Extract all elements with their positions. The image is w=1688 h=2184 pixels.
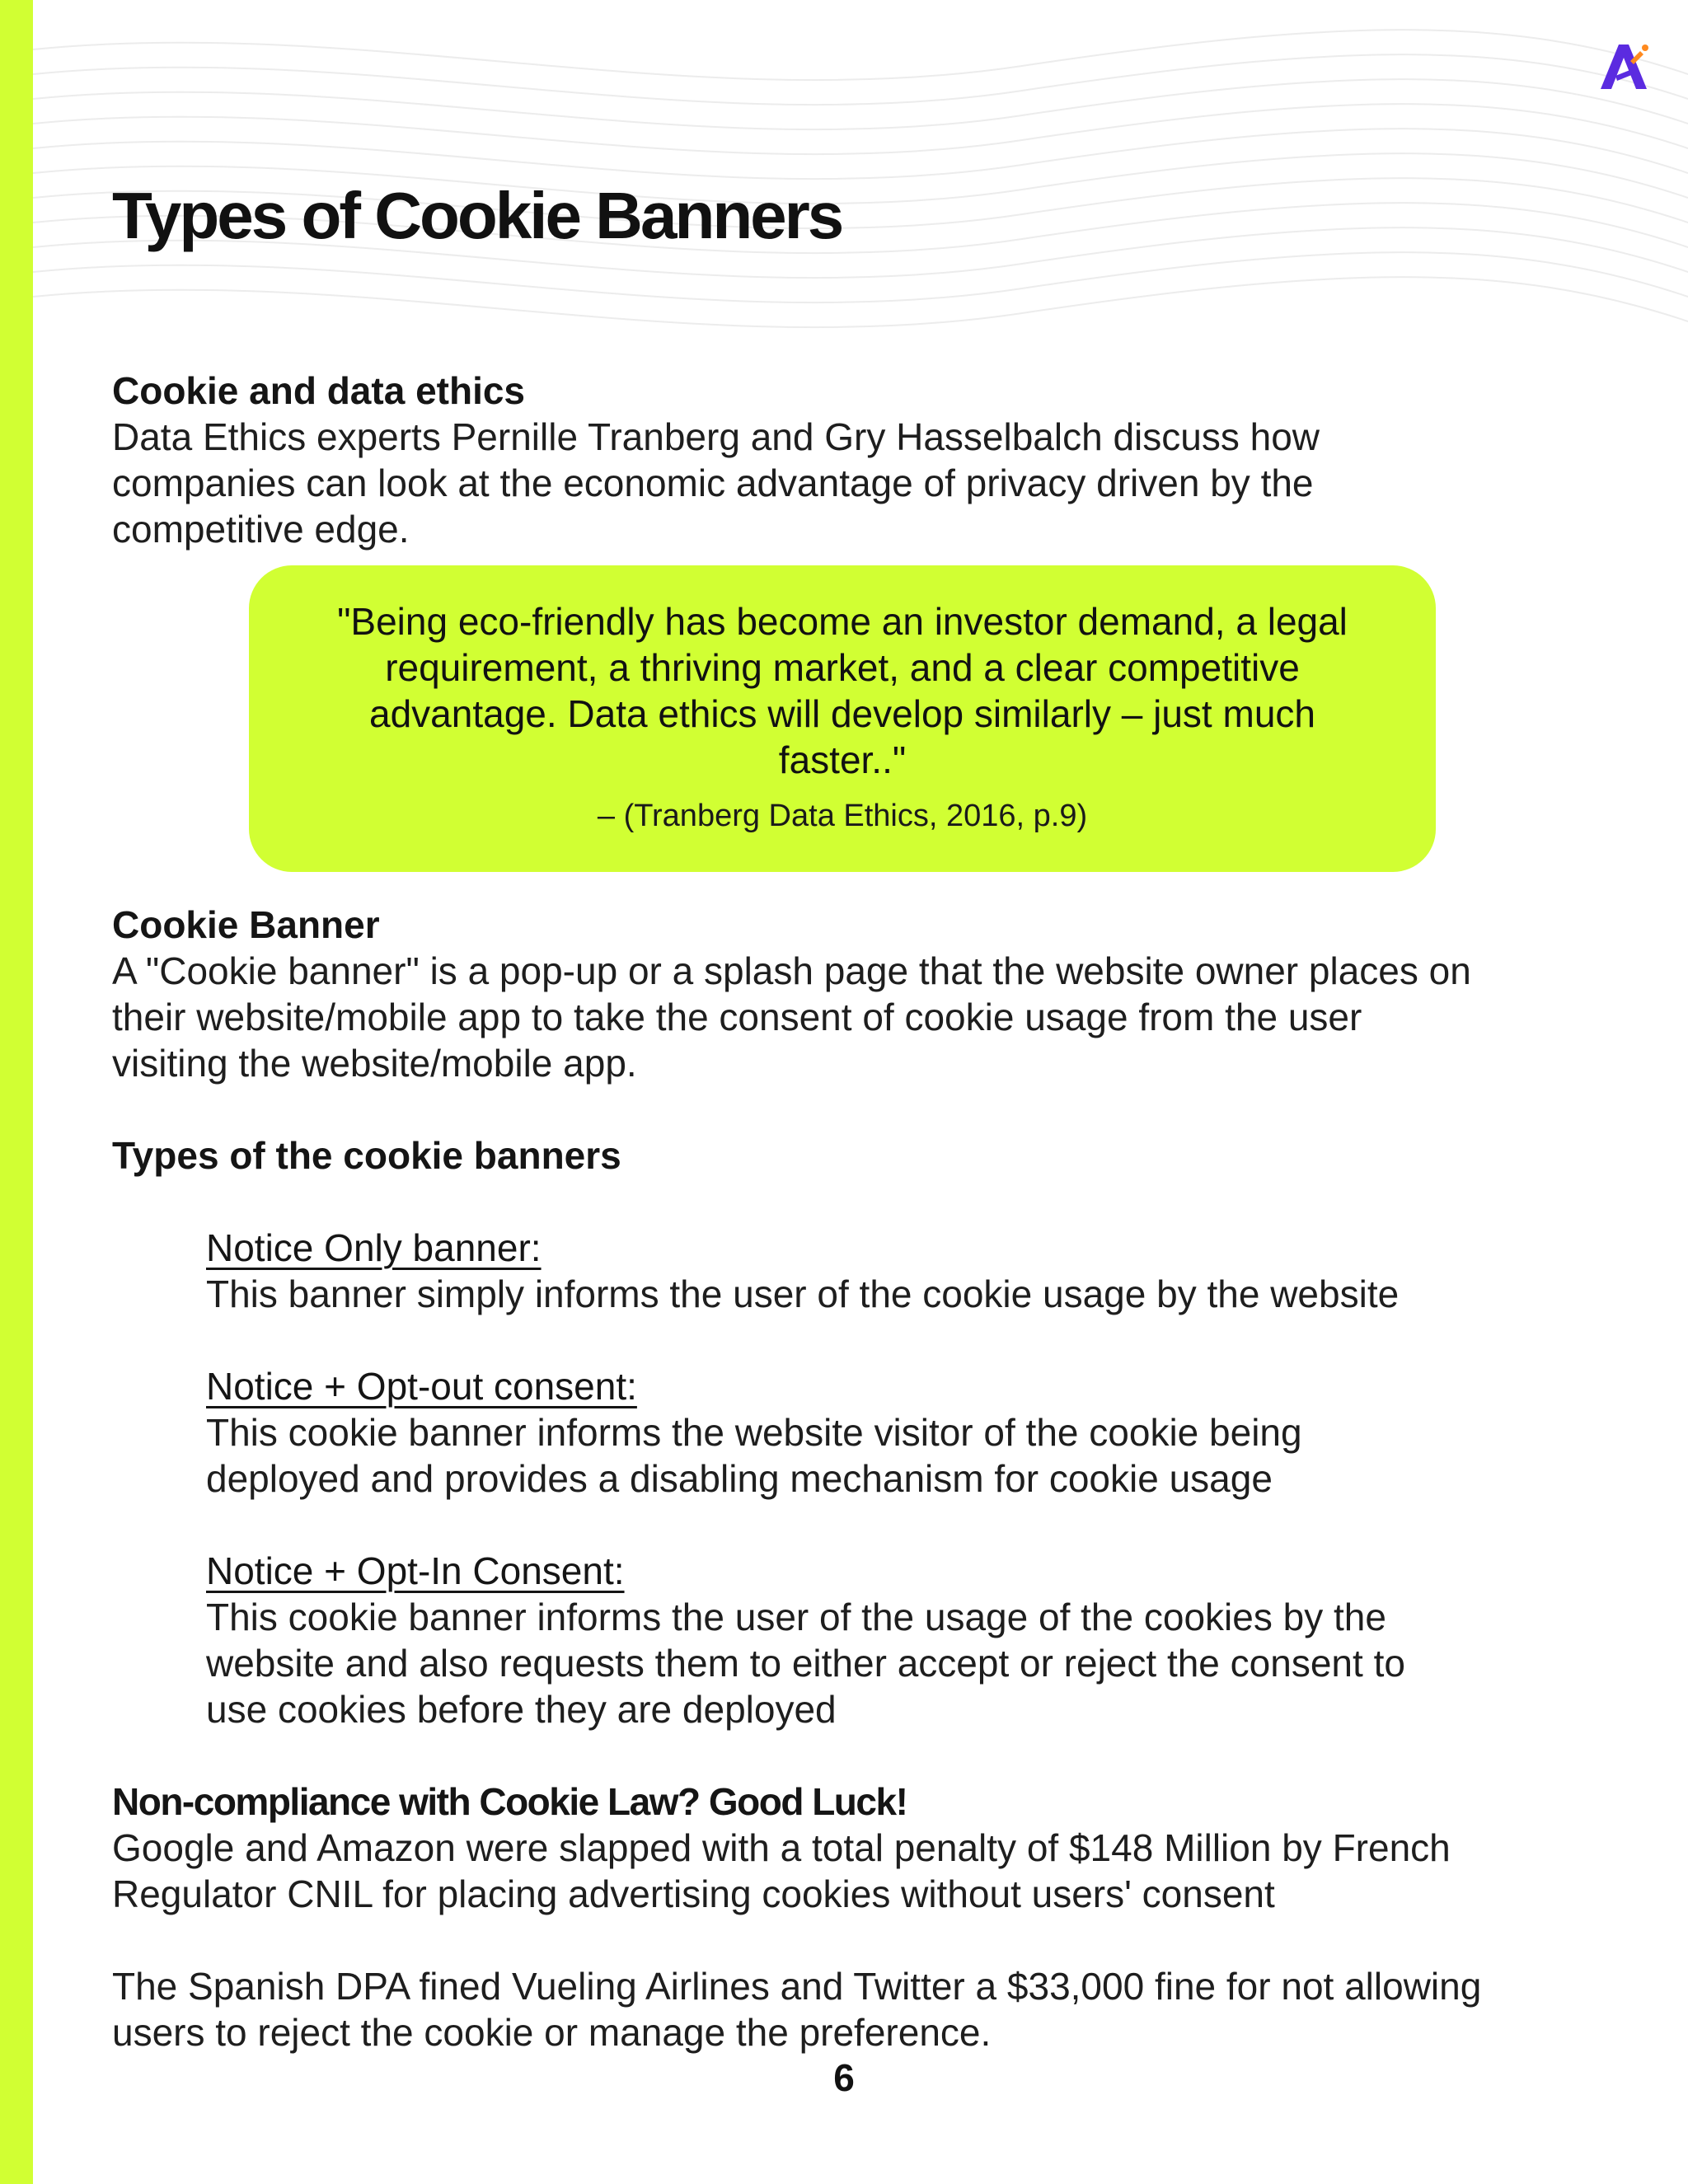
brand-logo-icon <box>1597 40 1650 92</box>
body-line: Data Ethics experts Pernille Tranberg and Gry Hasselbalch discuss how <box>112 415 1320 458</box>
body-line: The Spanish DPA fined Vueling Airlines and Twitter a $33,000 fine for not allowing <box>112 1965 1482 2008</box>
section-heading: Cookie and data ethics <box>112 369 526 412</box>
body-line: visiting the website/mobile app. <box>112 1042 637 1085</box>
body-line: their website/mobile app to take the consent of cookie usage from the user <box>112 996 1362 1038</box>
body-line: Google and Amazon were slapped with a total penalty of $148 Million by French <box>112 1826 1451 1869</box>
list-item <box>206 1548 1596 1732</box>
section-banner-types <box>112 1132 1596 1732</box>
section-heading: Cookie Banner <box>112 903 380 946</box>
body-line: deployed and provides a disabling mechanism for cookie usage <box>206 1457 1273 1500</box>
section-cookie-banner <box>112 902 1596 1086</box>
list-item <box>206 1225 1596 1317</box>
body-line: This cookie banner informs the user of the usage of the cookies by the <box>206 1596 1386 1638</box>
banner-type-title: Notice + Opt-In Consent: <box>206 1549 625 1592</box>
quote-line: advantage. Data ethics will develop similarly – just much <box>369 692 1315 735</box>
section-spanish-dpa <box>112 1963 1596 2055</box>
wave-pattern-background <box>33 0 1688 346</box>
body-line: A "Cookie banner" is a pop-up or a splash page that the website owner places on <box>112 949 1471 992</box>
body-line: This banner simply informs the user of the cookie usage by the website <box>206 1272 1400 1315</box>
accent-stripe <box>0 0 33 2184</box>
page-title: Types of Cookie Banners <box>112 179 842 252</box>
body-line: Regulator CNIL for placing advertising cookies without users' consent <box>112 1872 1275 1915</box>
body-line: This cookie banner informs the website visitor of the cookie being <box>206 1411 1302 1454</box>
page-content <box>112 368 1596 2055</box>
body-line: companies can look at the economic advantage of privacy driven by the <box>112 462 1314 504</box>
banner-type-title: Notice Only banner: <box>206 1226 542 1269</box>
quote-callout <box>249 565 1436 872</box>
quote-line: requirement, a thriving market, and a clear competitive <box>385 646 1300 689</box>
list-item <box>206 1363 1596 1502</box>
banner-type-title: Notice + Opt-out consent: <box>206 1365 637 1408</box>
quote-citation: – (Tranberg Data Ethics, 2016, p.9) <box>597 799 1088 833</box>
banner-types-list <box>206 1225 1596 1732</box>
quote-line: "Being eco-friendly has become an investor demand, a legal <box>337 600 1348 643</box>
page-number: 6 <box>833 2056 855 2099</box>
body-line: competitive edge. <box>112 508 410 551</box>
body-line: users to reject the cookie or manage the preference. <box>112 2011 992 2054</box>
body-line: website and also requests them to either accept or reject the consent to <box>206 1642 1405 1685</box>
section-data-ethics <box>112 368 1596 552</box>
section-heading: Types of the cookie banners <box>112 1134 621 1177</box>
quote-line: faster.." <box>778 738 907 781</box>
section-heading: Non-compliance with Cookie Law? Good Luck! <box>112 1780 907 1823</box>
section-noncompliance <box>112 1779 1596 1917</box>
body-line: use cookies before they are deployed <box>206 1688 837 1731</box>
